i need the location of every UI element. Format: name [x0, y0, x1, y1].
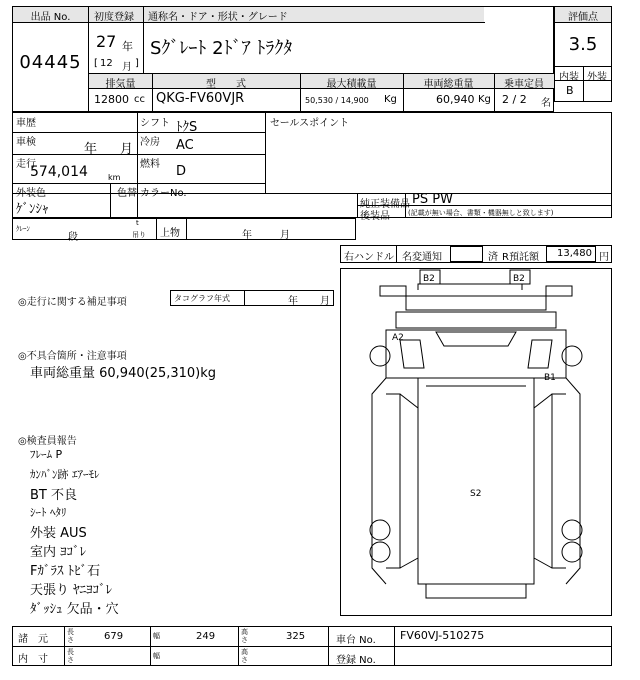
crane-stage-unit: 段 — [68, 232, 78, 243]
inspector-item: ﾌﾚｰﾑ P — [30, 448, 63, 461]
truck-damage-diagram — [340, 268, 612, 616]
inspection-label: 車検 — [16, 137, 36, 148]
interior-grade: B — [566, 84, 574, 97]
score: 3.5 — [568, 34, 598, 55]
sales-point-label: セールスポイント — [270, 118, 350, 129]
ac-label: 冷房 — [140, 137, 160, 148]
chassis-value: FV60VJ-510275 — [400, 629, 485, 642]
color-no-label: 色替 — [117, 188, 137, 199]
max-load: 50,530 / 14,900 — [305, 96, 369, 105]
diagram-mark-a2: A2 — [392, 333, 404, 343]
first-reg-label: 初度登録 — [94, 12, 134, 23]
history-label: 車歴 — [16, 118, 36, 129]
diagram-mark-b1: B1 — [544, 373, 556, 383]
dims-label: 諸 元 — [18, 634, 48, 645]
inspector-item: ｶﾝﾊﾞﾝ跡 ｴｱｰﾓﾚ — [30, 468, 100, 481]
ac-value: AC — [176, 138, 194, 153]
inner-width-label: 幅 — [153, 652, 160, 660]
exterior-color-label: 外装色 — [16, 188, 46, 199]
capacity: 2 / 2 — [502, 93, 527, 106]
vehicle-name: Sｸﾞﾚｰﾄ 2ﾄﾞｱ ﾄﾗｸﾀ — [150, 38, 293, 59]
gross-weight-unit: Kg — [478, 94, 491, 105]
lot-label: 出品 No. — [30, 12, 71, 23]
color-code-label: カラーNo. — [140, 188, 187, 199]
inspector-item: 天張り ﾔﾆﾖｺﾞﾚ — [30, 583, 113, 598]
lot-number: 04445 — [19, 52, 82, 73]
steering-label: 右ハンドル — [344, 252, 394, 263]
tachograph-month-unit: 月 — [320, 296, 330, 307]
reg-year-unit: 年 — [122, 40, 133, 53]
inspector-item: ﾀﾞｯｼｭ 欠品・穴 — [30, 602, 119, 617]
diagram-mark-s2: S2 — [470, 489, 482, 499]
reg-month: 12 — [100, 58, 113, 69]
mileage: 574,014 — [30, 164, 88, 180]
model: QKG-FV60VJR — [156, 91, 245, 106]
registration-label: 登録 No. — [336, 655, 376, 666]
diagram-mark-b2-left: B2 — [423, 274, 435, 284]
name-change-label: 名変通知 — [402, 252, 442, 263]
reg-month-unit: 月 — [122, 62, 132, 73]
name-label: 通称名・ドア・形状・グレード — [148, 12, 288, 23]
upper-year-unit: 年 — [242, 230, 252, 241]
crane-ton-unit: t — [136, 219, 139, 227]
height-value: 325 — [286, 631, 306, 642]
reg-year: 27 — [96, 32, 117, 51]
aftermarket-note: (記載が無い場合、書類・機器無しと致します) — [408, 209, 554, 217]
inspection-month-unit: 月 — [120, 142, 134, 157]
capacity-unit: 名 — [541, 98, 551, 109]
capacity-label: 乗車定員 — [504, 79, 544, 90]
inspector-item: ｼｰﾄ ﾍﾀﾘ — [30, 506, 67, 519]
score-label: 評価点 — [568, 12, 598, 23]
length-value: 679 — [104, 631, 124, 642]
fuel-value: D — [176, 164, 187, 179]
displacement-unit: cc — [134, 94, 145, 105]
r-tax-unit: 円 — [599, 252, 609, 263]
inspector-item: BT 不良 — [30, 488, 77, 503]
r-tax-value: 13,480 — [557, 248, 592, 259]
aftermarket-label: 後装品 — [360, 211, 390, 222]
crane-lift-unit: 吊り — [132, 231, 146, 239]
max-load-label: 最大積載量 — [326, 79, 377, 90]
length-label: 長さ — [67, 628, 74, 644]
inner-label: 内 寸 — [18, 654, 48, 665]
driving-title: ◎走行に関する補足事項 — [18, 297, 127, 308]
model-label: 型 式 — [206, 79, 246, 90]
genuine-equipment-label: 純正装備品 — [360, 199, 410, 210]
inspection-year-unit: 年 — [84, 142, 98, 157]
shift-label: シフト — [140, 118, 170, 129]
crane-label: ｸﾚｰﾝ — [16, 225, 30, 233]
upper-label: 上物 — [160, 228, 180, 239]
gross-weight-label: 車両総重量 — [423, 79, 474, 90]
max-load-unit: Kg — [384, 94, 397, 105]
defects-title: ◎不具合箇所・注意事項 — [18, 351, 127, 362]
inspector-item: 室内 ﾖｺﾞﾚ — [30, 545, 87, 560]
r-tax-label: R預託額 — [502, 252, 539, 263]
inner-length-label: 長さ — [67, 648, 74, 664]
displacement: 12800 — [94, 93, 129, 106]
genuine-equipment: PS PW — [412, 192, 453, 207]
mileage-unit: km — [108, 173, 121, 182]
name-change-box — [450, 246, 483, 262]
tachograph-year-unit: 年 — [288, 296, 298, 307]
reminder-label: 済 — [488, 252, 498, 263]
upper-month-unit: 月 — [280, 230, 290, 241]
height-label: 高さ — [241, 628, 248, 644]
displacement-label: 排気量 — [105, 79, 136, 90]
fuel-label: 燃料 — [140, 159, 160, 170]
width-label: 幅 — [153, 632, 160, 640]
inspector-item: 外装 AUS — [30, 526, 87, 541]
width-value: 249 — [196, 631, 216, 642]
inspector-title: ◎検査員報告 — [18, 436, 77, 447]
interior-label: 内装 — [559, 72, 579, 83]
crane-frame — [12, 218, 356, 240]
shift-value: ﾄｸS — [176, 120, 198, 135]
tachograph-label: タコグラフ年式 — [174, 294, 230, 303]
inspector-item: Fｶﾞﾗｽ ﾄﾋﾞ石 — [30, 564, 101, 579]
exterior-color: ｹﾞﾝｼｬ — [16, 202, 49, 217]
mileage-label: 走行 — [16, 159, 36, 170]
defects-text: 車両総重量 60,940(25,310)kg — [30, 366, 217, 381]
chassis-label: 車台 No. — [336, 635, 376, 646]
gross-weight: 60,940 — [436, 93, 475, 106]
diagram-mark-b2-right: B2 — [513, 274, 525, 284]
exterior-label: 外装 — [587, 72, 607, 83]
inner-height-label: 高さ — [241, 648, 248, 664]
